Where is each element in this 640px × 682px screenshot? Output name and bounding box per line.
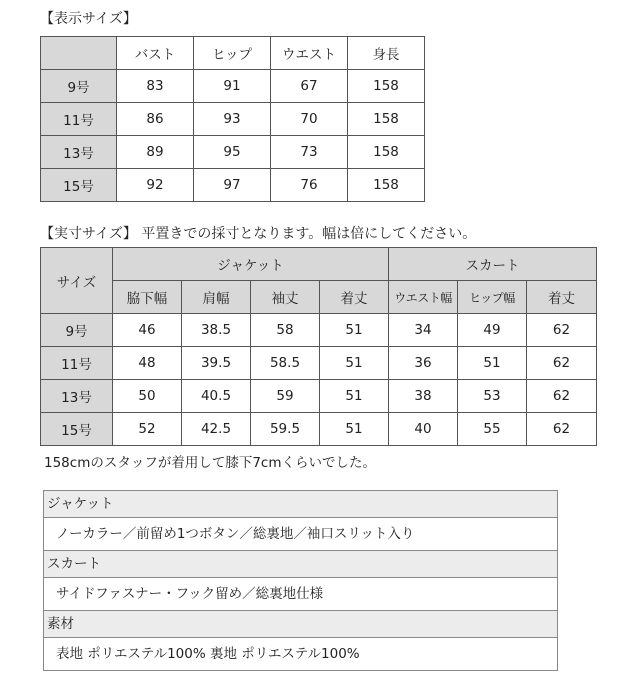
header-cell: 着丈 bbox=[527, 281, 597, 314]
table-cell: 62 bbox=[527, 347, 597, 380]
row-label: 13号 bbox=[41, 136, 117, 169]
header-cell-height: 身長 bbox=[348, 37, 425, 70]
table-cell: 83 bbox=[117, 70, 194, 103]
table-cell: 59 bbox=[251, 380, 320, 413]
table-cell: 48 bbox=[113, 347, 182, 380]
table-cell: 53 bbox=[458, 380, 527, 413]
table-cell: 93 bbox=[194, 103, 271, 136]
details-text-jacket: ノーカラー／前留め1つボタン／総裏地／袖口スリット入り bbox=[44, 518, 557, 551]
table-cell: 38 bbox=[389, 380, 458, 413]
table-row bbox=[41, 347, 597, 380]
header-cell-blank bbox=[41, 37, 117, 70]
header-cell: ヒップ幅 bbox=[458, 281, 527, 314]
table-cell: 73 bbox=[271, 136, 348, 169]
table-cell: 59.5 bbox=[251, 413, 320, 446]
table-subheader-row bbox=[41, 281, 597, 314]
table-cell: 51 bbox=[320, 413, 389, 446]
table-cell: 51 bbox=[320, 314, 389, 347]
header-cell: ウエスト幅 bbox=[389, 281, 458, 314]
table-cell: 51 bbox=[458, 347, 527, 380]
table-cell: 62 bbox=[527, 413, 597, 446]
table-cell: 34 bbox=[389, 314, 458, 347]
details-text-material: 表地 ポリエステル100% 裏地 ポリエステル100% bbox=[44, 638, 557, 671]
size-column-header: サイズ bbox=[41, 248, 113, 314]
display-size-table bbox=[40, 36, 425, 202]
table-cell: 89 bbox=[117, 136, 194, 169]
header-cell-hip: ヒップ bbox=[194, 37, 271, 70]
table-row bbox=[41, 70, 425, 103]
table-cell: 76 bbox=[271, 169, 348, 202]
table-cell: 51 bbox=[320, 380, 389, 413]
table-cell: 50 bbox=[113, 380, 182, 413]
table-cell: 46 bbox=[113, 314, 182, 347]
header-cell-bust: バスト bbox=[117, 37, 194, 70]
row-label: 13号 bbox=[41, 380, 113, 413]
details-heading-skirt: スカート bbox=[44, 551, 557, 578]
table-cell: 52 bbox=[113, 413, 182, 446]
table-cell: 40 bbox=[389, 413, 458, 446]
table-cell: 62 bbox=[527, 314, 597, 347]
row-label: 15号 bbox=[41, 413, 113, 446]
table-cell: 42.5 bbox=[182, 413, 251, 446]
table-cell: 95 bbox=[194, 136, 271, 169]
header-cell: 袖丈 bbox=[251, 281, 320, 314]
skirt-group-header: スカート bbox=[389, 248, 597, 281]
row-label: 11号 bbox=[41, 347, 113, 380]
details-heading-jacket: ジャケット bbox=[44, 491, 557, 518]
table-row bbox=[41, 413, 597, 446]
row-label: 9号 bbox=[41, 314, 113, 347]
table-cell: 158 bbox=[348, 70, 425, 103]
actual-section-title: 【実寸サイズ】 平置きでの採寸となります。幅は倍にしてください。 bbox=[40, 226, 477, 242]
details-heading-material: 素材 bbox=[44, 611, 557, 638]
table-cell: 158 bbox=[348, 103, 425, 136]
product-details bbox=[43, 490, 558, 671]
table-cell: 97 bbox=[194, 169, 271, 202]
table-cell: 36 bbox=[389, 347, 458, 380]
table-cell: 86 bbox=[117, 103, 194, 136]
fitting-note: 158cmのスタッフが着用して膝下7cmくらいでした。 bbox=[44, 455, 377, 471]
table-row bbox=[41, 314, 597, 347]
table-cell: 70 bbox=[271, 103, 348, 136]
table-row bbox=[41, 380, 597, 413]
header-cell-waist: ウエスト bbox=[271, 37, 348, 70]
table-cell: 158 bbox=[348, 169, 425, 202]
table-cell: 62 bbox=[527, 380, 597, 413]
table-cell: 58 bbox=[251, 314, 320, 347]
table-cell: 40.5 bbox=[182, 380, 251, 413]
header-cell: 肩幅 bbox=[182, 281, 251, 314]
header-cell: 脇下幅 bbox=[113, 281, 182, 314]
table-cell: 67 bbox=[271, 70, 348, 103]
table-cell: 158 bbox=[348, 136, 425, 169]
row-label: 11号 bbox=[41, 103, 117, 136]
table-cell: 38.5 bbox=[182, 314, 251, 347]
table-cell: 91 bbox=[194, 70, 271, 103]
table-cell: 58.5 bbox=[251, 347, 320, 380]
table-header-row bbox=[41, 37, 425, 70]
table-cell: 92 bbox=[117, 169, 194, 202]
table-row bbox=[41, 136, 425, 169]
jacket-group-header: ジャケット bbox=[113, 248, 389, 281]
table-cell: 51 bbox=[320, 347, 389, 380]
header-cell: 着丈 bbox=[320, 281, 389, 314]
table-header-row bbox=[41, 248, 597, 281]
table-cell: 39.5 bbox=[182, 347, 251, 380]
table-row bbox=[41, 103, 425, 136]
actual-size-table bbox=[40, 247, 597, 446]
table-row bbox=[41, 169, 425, 202]
table-cell: 55 bbox=[458, 413, 527, 446]
details-text-skirt: サイドファスナー・フック留め／総裏地仕様 bbox=[44, 578, 557, 611]
size-section-title: 【表示サイズ】 bbox=[40, 11, 137, 27]
row-label: 15号 bbox=[41, 169, 117, 202]
table-cell: 49 bbox=[458, 314, 527, 347]
row-label: 9号 bbox=[41, 70, 117, 103]
